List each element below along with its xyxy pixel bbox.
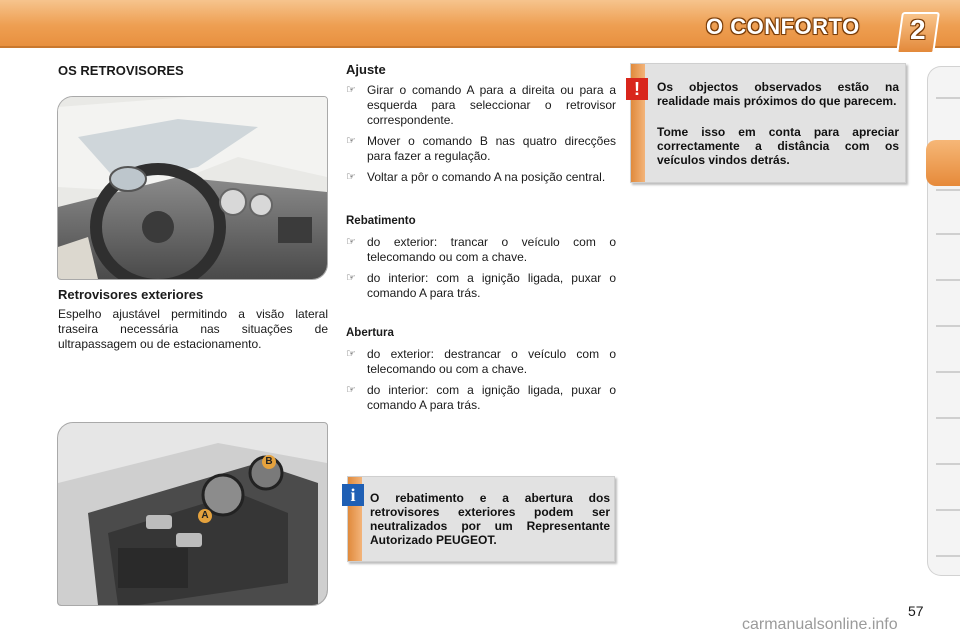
list-item: ☞ do interior: com a ignição ligada, puxar o comando A para trás.	[346, 383, 616, 412]
info-icon: i	[342, 484, 364, 506]
section-title: OS RETROVISORES	[58, 63, 184, 78]
warning-note	[630, 63, 906, 183]
adjust-section	[346, 62, 616, 185]
chapter-title: O CONFORTO	[706, 14, 860, 39]
list-item: ☞ do exterior: trancar o veículo com o telecomando ou com a chave.	[346, 235, 616, 264]
pointing-hand-icon: ☞	[346, 272, 356, 284]
car-interior-photo	[57, 96, 328, 280]
list-item: ☞ do interior: com a ignição ligada, puxar o comando A para trás.	[346, 271, 616, 300]
list-item: ☞ Mover o comando B nas quatro direcções para fazer a regulação.	[346, 134, 616, 163]
chapter-tab[interactable]	[936, 463, 960, 465]
chapter-tab[interactable]	[936, 325, 960, 327]
chapter-number: 2	[910, 14, 926, 45]
header-divider	[0, 46, 960, 48]
info-note	[347, 476, 615, 562]
list-item: ☞ Girar o comando A para a direita ou para a esquerda para seleccionar o retrovisor correspondente.	[346, 83, 616, 127]
chapter-tab[interactable]	[936, 189, 960, 191]
exclamation-icon: !	[626, 78, 648, 100]
chapter-tab[interactable]	[936, 97, 960, 99]
chapter-tab[interactable]	[936, 233, 960, 235]
pointing-hand-icon: ☞	[346, 84, 356, 96]
mirror-control-photo	[57, 422, 328, 606]
opening-section	[346, 326, 616, 413]
folding-title: Rebatimento	[346, 215, 416, 227]
label-a-marker: A	[198, 509, 212, 523]
pointing-hand-icon: ☞	[346, 236, 356, 248]
warning-text-1: Os objectos observados estão na realidade mais próximos do que parecem.	[657, 80, 899, 108]
chapter-tab[interactable]	[936, 509, 960, 511]
subheading-exterior-mirrors: Retrovisores exteriores	[58, 287, 204, 302]
watermark: carmanualsonline.info	[742, 616, 898, 633]
chapter-tab[interactable]	[936, 417, 960, 419]
chapter-tab[interactable]	[936, 555, 960, 557]
chapter-tab[interactable]	[936, 371, 960, 373]
page-number: 57	[908, 603, 924, 619]
adjust-title: Ajuste	[346, 62, 386, 77]
opening-title: Abertura	[346, 327, 394, 339]
folding-section	[346, 214, 616, 301]
label-b-marker: B	[262, 455, 276, 469]
pointing-hand-icon: ☞	[346, 384, 356, 396]
list-item: ☞ Voltar a pôr o comando A na posição central.	[346, 170, 606, 184]
intro-paragraph: Espelho ajustável permitindo a visão lateral traseira necessária nas situações de ultrapassagem ou de estacionamento.	[58, 307, 328, 351]
pointing-hand-icon: ☞	[346, 348, 356, 360]
pointing-hand-icon: ☞	[346, 135, 356, 147]
chapter-tab-active[interactable]	[926, 140, 960, 186]
warning-text-2: Tome isso em conta para apreciar correctamente a distância com os veículos vindos detrás.	[657, 125, 899, 167]
info-text: O rebatimento e a abertura dos retrovisores exteriores podem ser neutralizados por um Representante Autorizado PEUGEOT.	[370, 491, 610, 547]
chapter-tab[interactable]	[936, 279, 960, 281]
pointing-hand-icon: ☞	[346, 171, 356, 183]
list-item: ☞ do exterior: destrancar o veículo com o telecomando ou com a chave.	[346, 347, 616, 376]
